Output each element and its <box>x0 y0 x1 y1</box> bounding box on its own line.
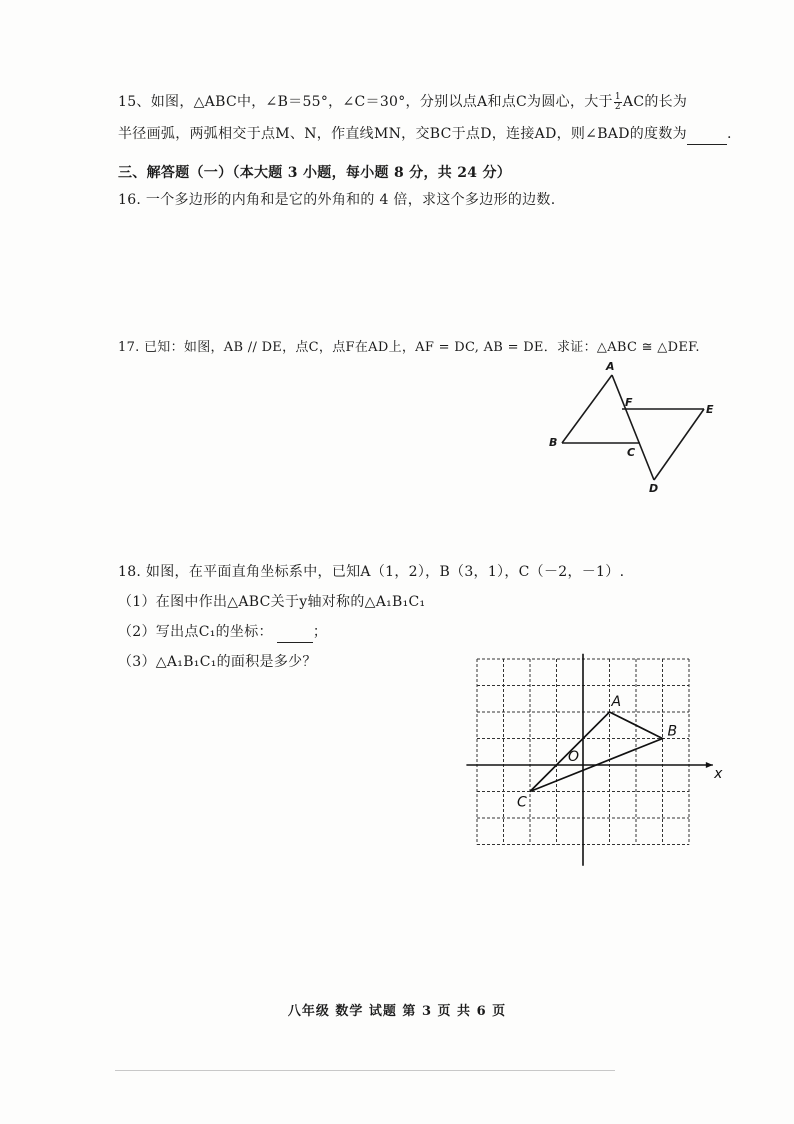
q18-part1: （1）在图中作出△ABC关于y轴对称的△A₁B₁C₁ <box>118 594 426 610</box>
label-A: A <box>606 360 615 373</box>
fraction-denominator: 2 <box>614 101 621 112</box>
bottom-rule <box>115 1070 615 1071</box>
label-D: D <box>649 482 659 495</box>
q15-line1-text: 15、如图，△ABC中，∠B＝55°，∠C＝30°，分别以点A和点C为圆心，大于 <box>118 94 613 110</box>
x-axis-label: x <box>714 766 723 782</box>
q18-intro: 18. 如图，在平面直角坐标系中，已知A（1，2），B（3，1），C（－2，－1）. <box>118 564 625 580</box>
fraction-one-half <box>614 93 622 112</box>
q16-text: 16. 一个多边形的内角和是它的外角和的 4 倍，求这个多边形的边数. <box>118 192 556 208</box>
q18-part2-end: ； <box>312 624 328 640</box>
segment-AB <box>562 375 612 443</box>
section-heading: 三、解答题（一）（本大题 3 小题，每小题 8 分，共 24 分） <box>118 165 512 181</box>
segment-ED <box>654 409 704 480</box>
q15-line2 <box>118 124 732 145</box>
page-footer: 八年级 数学 试题 第 3 页 共 6 页 <box>287 1004 507 1019</box>
triangle-ABC <box>530 712 663 792</box>
q18-part3: （3）△A₁B₁C₁的面积是多少？ <box>118 654 317 670</box>
label-C: C <box>627 446 636 459</box>
segment-AD <box>612 375 654 480</box>
q15-line1 <box>118 92 687 112</box>
point-label-A: A <box>611 694 622 710</box>
q15-line2-text: 半径画弧，两弧相交于点M、N，作直线MN，交BC于点D，连接AD，则∠BAD的度数为 <box>118 126 687 142</box>
q15-line1-tail: AC的长为 <box>622 94 688 110</box>
origin-label: O <box>568 749 580 765</box>
point-label-C: C <box>517 794 527 811</box>
q15-period: . <box>726 126 732 142</box>
point-label-B: B <box>667 723 678 740</box>
q18-answer-blank[interactable] <box>277 622 313 643</box>
q18-part2 <box>118 622 327 643</box>
label-F: F <box>625 396 633 409</box>
q17-text: 17. 已知：如图，AB // DE，点C，点F在AD上，AF = DC, AB = DE．求证：△ABC ≅ △DEF. <box>118 340 700 355</box>
label-E: E <box>706 403 714 416</box>
fraction-numerator: 1 <box>614 91 621 102</box>
label-B: B <box>549 436 558 449</box>
q18-part2-text: （2）写出点C₁的坐标： <box>118 624 273 640</box>
x-axis-arrow-icon <box>706 762 713 768</box>
q15-answer-blank[interactable] <box>687 124 727 145</box>
